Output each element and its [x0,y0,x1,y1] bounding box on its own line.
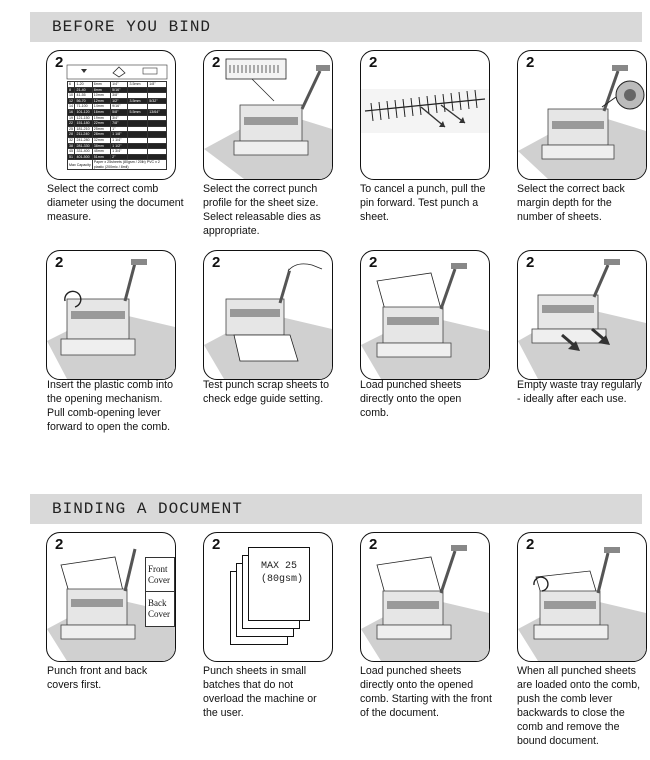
table-cell: 19mm [92,115,110,121]
step-number: 2 [369,536,378,553]
table-cell: 1 1/4" [111,137,128,143]
step-caption: Punch sheets in small batches that do not overload the machine or the user. [203,665,317,719]
section-title: BEFORE YOU BIND [52,18,212,36]
table-footer-text: Paper x 25sheets (80gsm / 20lb) PVC x 2 plastic (200mic / 8mil) [92,160,166,170]
step-number: 2 [212,536,221,553]
comb-size-table [67,81,167,170]
table-cell: 3/4" [111,115,128,121]
table-cell: 101-120 [75,109,92,115]
table-cell: 25mm [92,126,110,132]
step-card-margin-depth [517,50,647,180]
table-cell: 41-55 [75,93,92,99]
step-caption: Select the correct punch profile for the sheet size. Select releasable dies as appropriate. [203,183,321,237]
table-cell: 7/8" [111,121,128,127]
step-number: 2 [212,54,221,71]
table-cell: 1/2" [111,98,128,104]
table-cell: 45 [69,149,73,154]
table-cell: 13/64" [148,109,167,115]
table-cell: 51 [69,154,73,159]
table-cell: 331-400 [75,149,92,155]
table-cell: 56-70 [75,98,92,104]
table-cell: 1 1/8" [111,132,128,138]
table-cell: 2" [111,154,128,160]
step-card-punch-covers [46,532,176,662]
table-cell: 51mm [92,154,110,160]
step-number: 2 [55,254,64,271]
step-caption: Select the correct back margin depth for the number of sheets. [517,183,625,223]
table-cell: 121-150 [75,115,92,121]
table-cell: 16mm [92,109,110,115]
step-number: 2 [369,254,378,271]
step-number: 2 [526,54,535,71]
step-number: 2 [55,536,64,553]
table-cell: 14 [69,104,73,109]
section-header-before [30,12,642,42]
table-cell: 28 [69,132,73,137]
table-cell: 22 [69,121,73,126]
step-card-cancel-punch [360,50,490,180]
table-cell: 12 [69,98,73,103]
binding-machine-icon [47,251,175,379]
table-cell: 45mm [92,149,110,155]
binding-machine-icon [361,251,489,379]
binding-machine-icon [361,533,489,661]
table-cell: 16 [69,110,73,115]
table-row [68,82,167,88]
table-cell: 38mm [92,143,110,149]
table-cell: 1" [111,126,128,132]
table-cell: 3/8" [111,93,128,99]
table-cell: 71-100 [75,104,92,110]
table-cell: 401-500 [75,154,92,160]
step-card-comb-table [46,50,176,180]
section-header-binding [30,494,642,524]
table-cell: 25 [69,126,73,131]
table-cell: 22mm [92,121,110,127]
step-card-insert-comb [46,250,176,380]
table-cell: 211-240 [75,132,92,138]
punch-pins-icon [361,51,489,179]
table-cell: 1-20 [75,82,92,88]
table-cell: 3.5mm [128,82,148,88]
step-caption: Load punched sheets directly onto the opened comb. Starting with the front of the document. [360,665,492,719]
step-card-load-front [360,532,490,662]
step-card-close-comb [517,532,647,662]
table-row [68,109,167,115]
table-cell: 19 [69,115,73,120]
table-cell: 1 3/4" [111,149,128,155]
table-row [68,98,167,104]
step-number: 2 [212,254,221,271]
table-cell: 8 [68,87,75,93]
table-cell: 6 [68,82,75,88]
step-card-waste-tray [517,250,647,380]
front-cover-label: Front Cover [145,557,175,593]
table-cell: 1/8" [148,82,167,88]
step-card-sheet-batches [203,532,333,662]
table-cell: 6mm [92,82,110,88]
table-cell: 8mm [92,87,110,93]
step-caption: Punch front and back covers first. [47,665,148,691]
step-number: 2 [369,54,378,71]
table-cell: 5/8" [111,109,128,115]
step-caption: Select the correct comb diameter using the document measure. [47,183,184,223]
step-number: 2 [526,254,535,271]
step-caption: Insert the plastic comb into the opening mechanism. Pull comb-opening lever forward to open the comb. [47,379,174,433]
table-cell: 28mm [92,132,110,138]
table-cell: 5.5mm [128,109,148,115]
table-cell: 281-330 [75,143,92,149]
table-cell: 10mm [92,93,110,99]
table-footer-label: Max Capacity [68,160,93,170]
table-cell: 5/16" [111,87,128,93]
table-cell: 21-40 [75,87,92,93]
step-caption: To cancel a punch, pull the pin forward. Test punch a sheet. [360,183,486,223]
table-cell: 1 1/2" [111,143,128,149]
step-caption: When all punched sheets are loaded onto the comb, push the comb lever backwards to close the comb and remove the bound document. [517,665,641,747]
section-title: BINDING A DOCUMENT [52,500,243,518]
table-cell: 241-280 [75,137,92,143]
step-card-test-punch [203,250,333,380]
table-cell: 12mm [92,98,110,104]
binding-machine-icon [204,51,332,179]
table-cell: 32 [69,137,73,142]
step-card-load-sheets [360,250,490,380]
binding-machine-icon [518,251,646,379]
table-cell: 10 [69,93,73,98]
step-card-punch-profile [203,50,333,180]
table-footer-row [68,160,167,170]
binding-machine-icon [204,251,332,379]
binding-machine-icon [518,533,646,661]
paper-sheet [248,547,310,621]
margin-dial-icon [518,51,646,179]
step-number: 2 [55,54,64,71]
back-cover-label: Back Cover [145,591,175,627]
step-caption: Test punch scrap sheets to check edge guide setting. [203,379,330,405]
table-cell: 14mm [92,104,110,110]
table-cell: 181-210 [75,126,92,132]
table-cell: 3.5mm [128,98,148,104]
table-cell: 5/32" [148,98,167,104]
table-cell: 9/16" [111,104,128,110]
step-number: 2 [526,536,535,553]
table-cell: 38 [69,143,73,148]
max-capacity-label: MAX 25 (80gsm) [261,561,304,585]
step-caption: Empty waste tray regularly - ideally after each use. [517,379,642,405]
step-caption: Load punched sheets directly onto the open comb. [360,379,462,419]
table-cell: 32mm [92,137,110,143]
table-cell: 1/4" [111,82,128,88]
table-cell: 151-180 [75,121,92,127]
